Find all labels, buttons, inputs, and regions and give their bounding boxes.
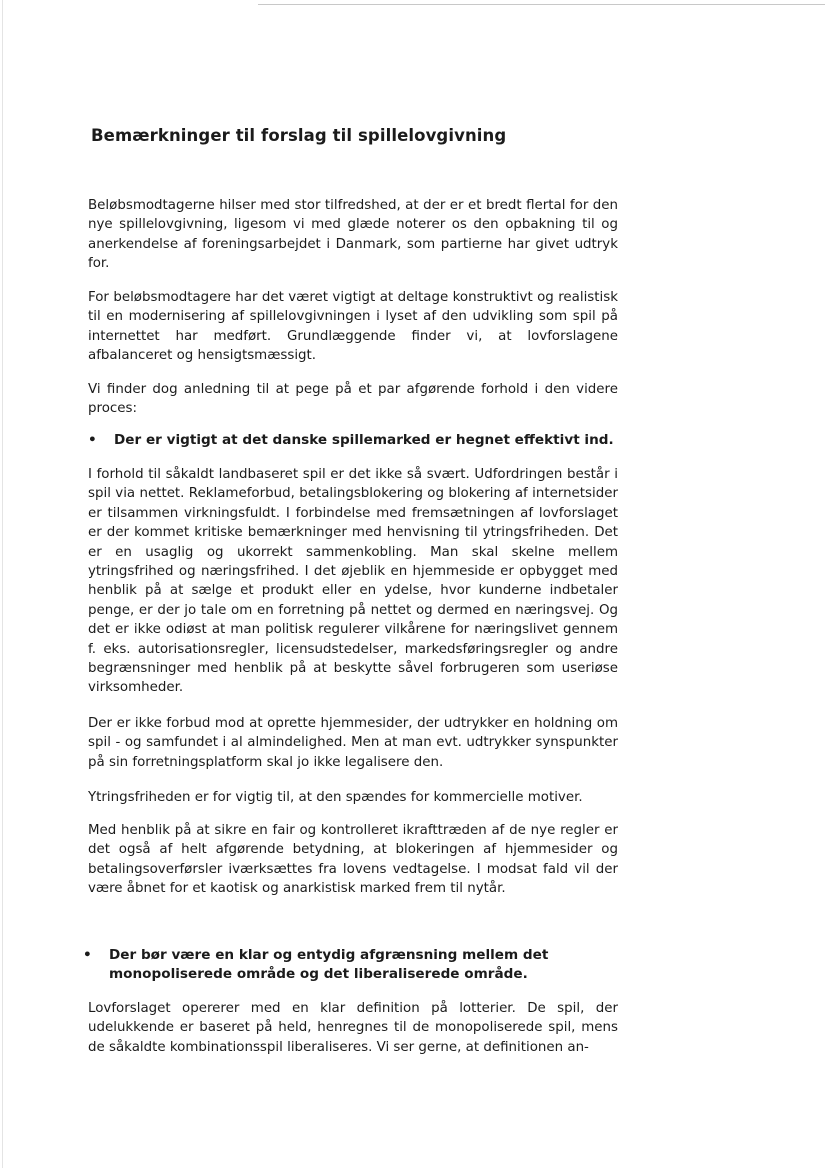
paragraph-freedom-of-speech: Ytringsfriheden er for vigtig til, at den spændes for kommercielle motiver. [88,790,583,805]
paragraph-websites: Der er ikke forbud mod at oprette hjemmesider, der udtrykker en holdning om spil - og samfundet i al almindelighed. Men at man evt. udtrykker synspunkter på sin forretningsplatform skal jo ikke legalisere den. [88,716,618,770]
paragraph-blocking: Med henblik på at sikre en fair og kontrolleret ikrafttræden af de nye regler er det også af helt afgørende betydning, at blokeringen af hjemmesider og betalingsoverførsler iværksættes fra lovens vedtagelse. I modsat fald vil der være åbnet for et kaotisk og anarkistisk marked frem til nytår. [88,823,618,897]
bullet-heading-market [88,431,624,451]
bullet-heading-text: Der er vigtigt at det danske spillemarked er hegnet effektivt ind. [114,432,614,448]
paragraph-concerns: Vi finder dog anledning til at pege på et par afgørende forhold i den videre proces: [88,382,618,417]
paragraph-lotteries: Lovforslaget opererer med en klar definition på lotterier. De spil, der udelukkende er baseret på held, henregnes til de monopoliserede spil, mens de såkaldte kombinationsspil liberaliseres. Vi ser gerne, at definitionen an- [88,1001,618,1055]
document-title: Bemærkninger til forslag til spillelovgivning [91,126,507,145]
paragraph-online-gaming: I forhold til såkaldt landbaseret spil er det ikke så svært. Udfordringen består i spil via nettet. Reklameforbud, betalingsblokering og blokering af internetsider er tilsammen virkningsfuldt. I forbindelse med fremsætningen af lovforslaget er der kommet kritiske bemærkninger med henvisning til ytringsfriheden. Det er en usaglig og ukorrekt sammenkobling. Man skal skelne mellem ytringsfrihed og næringsfrihed. I det øjeblik en hjemmeside er opbygget med henblik på at sælge et produkt eller en ydelse, hvor kunderne indbetaler penge, er der jo tale om en forretning på nettet og dermed en næringsvej. Og det er ikke odiøst at man politisk regulerer vilkårene for næringslivet gennem f. eks. autorisationsregler, licensudstedelser, markedsføringsregler og andre begrænsninger med henblik på at beskytte såvel forbrugeren som useriøse virksomheder. [88,467,618,696]
bullet-heading-monopoly [83,946,619,986]
paragraph-intro: Beløbsmodtagerne hilser med stor tilfredshed, at der er et bredt flertal for den nye spillelovgivning, ligesom vi med glæde noterer os den opbakning til og anerkendelse af foreningsarbejdet i Danmark, som partierne har givet udtryk for. [88,198,618,272]
bullet-heading-text: Der bør være en klar og entydig afgrænsning mellem det monopoliserede område og det liberaliserede område. [109,947,549,983]
bullet-dot: • [88,432,97,448]
paragraph-background: For beløbsmodtagere har det været vigtigt at deltage konstruktivt og realistisk til en modernisering af spillelovgivningen i lyset af den udvikling som spil på internettet har medført. Grundlæggende finder vi, at lovforslagene afbalanceret og hensigtsmæssigt. [88,290,618,364]
bullet-dot: • [83,947,92,963]
